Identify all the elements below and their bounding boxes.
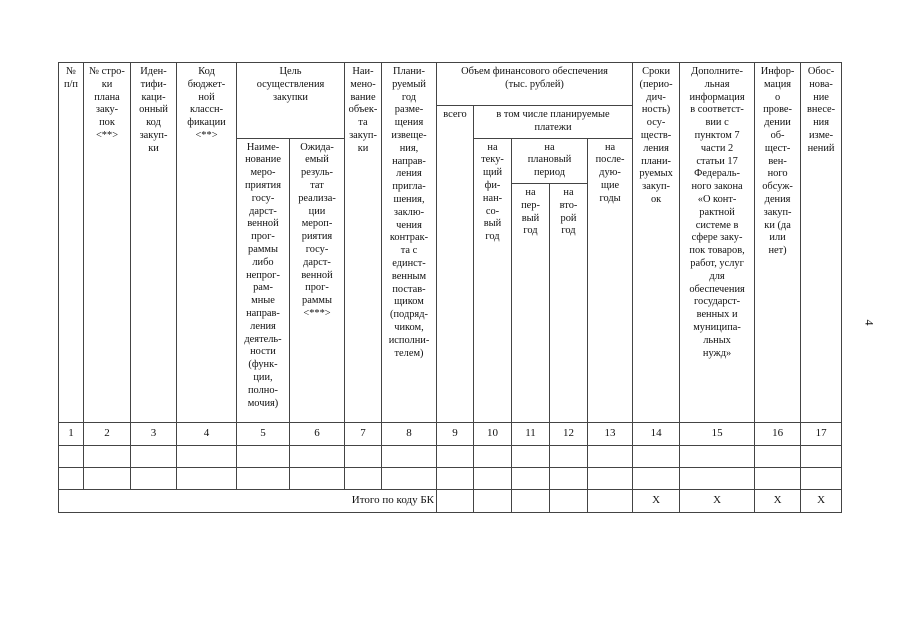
total-cell xyxy=(437,489,474,512)
empty-data-row xyxy=(59,445,842,467)
header-procurement-terms: Сроки (перио- дич- ность) осу- ществ- ления плани- руемых закуп- ок xyxy=(633,63,680,423)
empty-cell xyxy=(290,467,345,489)
header-row-1 xyxy=(59,63,842,106)
column-number: 16 xyxy=(755,422,801,445)
column-number: 15 xyxy=(680,422,755,445)
empty-cell xyxy=(633,467,680,489)
empty-cell xyxy=(131,467,177,489)
empty-cell xyxy=(801,445,842,467)
empty-cell xyxy=(345,445,382,467)
empty-cell xyxy=(382,467,437,489)
column-number: 13 xyxy=(588,422,633,445)
column-number: 9 xyxy=(437,422,474,445)
empty-cell xyxy=(131,445,177,467)
empty-cell xyxy=(474,445,512,467)
total-cell xyxy=(474,489,512,512)
total-label: Итого по коду БК xyxy=(59,489,437,512)
column-number: 3 xyxy=(131,422,177,445)
header-current-year: на теку- щий фи- нан- со- вый год xyxy=(474,138,512,422)
empty-cell xyxy=(680,445,755,467)
column-number: 8 xyxy=(382,422,437,445)
header-change-justification: Обос- нова- ние внесе- ния изме- нений xyxy=(801,63,842,423)
total-x-mark: X xyxy=(801,489,842,512)
empty-cell xyxy=(474,467,512,489)
empty-cell xyxy=(345,467,382,489)
empty-cell xyxy=(755,445,801,467)
empty-cell xyxy=(801,467,842,489)
empty-cell xyxy=(84,467,131,489)
empty-cell xyxy=(633,445,680,467)
total-row xyxy=(59,489,842,512)
empty-cell xyxy=(237,467,290,489)
total-cell xyxy=(588,489,633,512)
empty-cell xyxy=(59,445,84,467)
header-procurement-object-name: Наи- мено- вание объек- та закуп- ки xyxy=(345,63,382,423)
header-planned-year: Плани- руемый год разме- щения извеще- ния, направ- ления пригла- шения, заклю- чения контрак- та с единст- венным постав- щиком (подряд- чиком, исполни- телем) xyxy=(382,63,437,423)
empty-cell xyxy=(512,467,550,489)
empty-cell xyxy=(437,445,474,467)
empty-cell xyxy=(59,467,84,489)
empty-cell xyxy=(755,467,801,489)
total-x-mark: X xyxy=(755,489,801,512)
column-number: 17 xyxy=(801,422,842,445)
column-number: 5 xyxy=(237,422,290,445)
header-public-discussion: Инфор- мация о прове- дении об- щест- вен- ного обсуж- дения закуп- ки (да или нет) xyxy=(755,63,801,423)
header-first-year: на пер- вый год xyxy=(512,183,550,422)
header-planned-payments: в том числе планируемые платежи xyxy=(474,106,633,139)
empty-cell xyxy=(382,445,437,467)
empty-cell xyxy=(588,467,633,489)
column-numbers-row xyxy=(59,422,842,445)
empty-data-row xyxy=(59,467,842,489)
header-procurement-id-code: Иден- тифи- каци- онный код закуп- ки xyxy=(131,63,177,423)
page-number: 4 xyxy=(862,319,877,326)
empty-cell xyxy=(680,467,755,489)
empty-cell xyxy=(237,445,290,467)
empty-cell xyxy=(177,445,237,467)
column-number: 2 xyxy=(84,422,131,445)
procurement-plan-table xyxy=(58,62,842,513)
empty-cell xyxy=(177,467,237,489)
header-total: всего xyxy=(437,106,474,423)
header-budget-classification-code: Код бюджет- ной классн- фикации <**> xyxy=(177,63,237,423)
header-funding-volume: Объем финансового обеспечения (тыс. рублей) xyxy=(437,63,633,106)
column-number: 11 xyxy=(512,422,550,445)
column-number: 12 xyxy=(550,422,588,445)
header-planning-period: на плановый период xyxy=(512,138,588,183)
column-number: 4 xyxy=(177,422,237,445)
header-additional-info: Дополните- льная информация в соответст- вии с пунктом 7 части 2 статьи 17 Федераль- ного закона «О конт- рактной системе в сфере заку- пок товаров, работ, услуг для обеспечения государст- венных и муниципа- льных нужд» xyxy=(680,63,755,423)
empty-cell xyxy=(290,445,345,467)
total-x-mark: X xyxy=(633,489,680,512)
empty-cell xyxy=(588,445,633,467)
empty-cell xyxy=(512,445,550,467)
column-number: 6 xyxy=(290,422,345,445)
column-number: 1 xyxy=(59,422,84,445)
column-number: 14 xyxy=(633,422,680,445)
empty-cell xyxy=(84,445,131,467)
header-row-number: № п/п xyxy=(59,63,84,423)
column-number: 7 xyxy=(345,422,382,445)
total-cell xyxy=(550,489,588,512)
empty-cell xyxy=(437,467,474,489)
header-expected-result: Ожида- емый резуль- тат реализа- ции мероп- риятия госу- дарст- венной прог- раммы <***> xyxy=(290,138,345,422)
total-x-mark: X xyxy=(680,489,755,512)
header-program-activity-name: Наиме- нование меро- приятия госу- дарст- венной прог- раммы либо непрог- рам- мные направ- ления деятель- ности (функ- ции, полно- мочия) xyxy=(237,138,290,422)
header-plan-line-number: № стро- ки плана заку- пок <**> xyxy=(84,63,131,423)
empty-cell xyxy=(550,467,588,489)
total-cell xyxy=(512,489,550,512)
header-procurement-goal: Цель осуществления закупки xyxy=(237,63,345,139)
header-second-year: на вто- рой год xyxy=(550,183,588,422)
header-following-years: на после- дую- щие годы xyxy=(588,138,633,422)
empty-cell xyxy=(550,445,588,467)
column-number: 10 xyxy=(474,422,512,445)
